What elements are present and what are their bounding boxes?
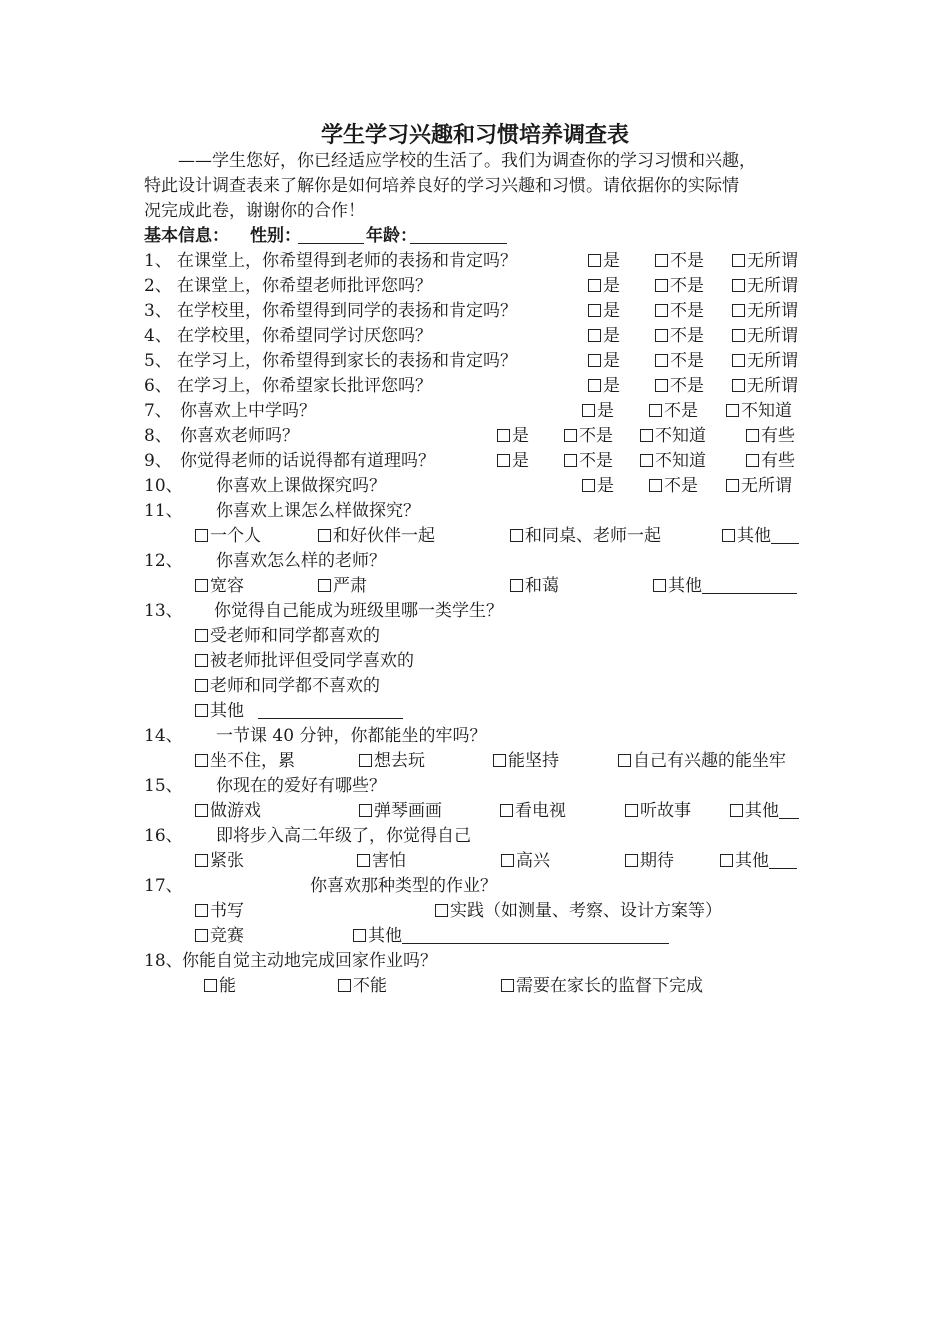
q4-number: 4、 [144, 326, 172, 346]
intro-line-3: 况完成此卷，谢谢你的合作！ [144, 201, 365, 221]
checkbox-icon [649, 479, 662, 492]
q3-option[interactable]: 无所谓 [732, 299, 798, 323]
checkbox-icon [625, 854, 638, 867]
checkbox-icon [195, 804, 208, 817]
q9-number: 9、 [144, 451, 172, 471]
q18-option[interactable]: 能 [204, 974, 236, 998]
q15-option[interactable]: 做游戏 [195, 799, 261, 823]
checkbox-icon [318, 579, 331, 592]
q13-option[interactable]: 受老师和同学都喜欢的 [195, 624, 380, 648]
q15-number: 15、 [144, 776, 183, 796]
q6-option[interactable]: 是 [588, 374, 620, 398]
q3-option[interactable]: 是 [588, 299, 620, 323]
checkbox-icon [732, 329, 745, 342]
q17-option[interactable]: 实践（如测量、考察、设计方案等） [435, 899, 722, 923]
q12-text: 你喜欢怎么样的老师？ [216, 551, 386, 571]
checkbox-icon [500, 804, 513, 817]
q8-number: 8、 [144, 426, 172, 446]
q9-option[interactable]: 不是 [564, 449, 613, 473]
checkbox-icon [588, 329, 601, 342]
checkbox-icon [497, 429, 510, 442]
page-title: 学生学习兴趣和习惯培养调查表 [320, 123, 629, 148]
checkbox-icon [501, 979, 514, 992]
q9-option[interactable]: 不知道 [640, 449, 706, 473]
q16-text: 即将步入高二年级了，你觉得自己 [216, 826, 471, 846]
q16-option[interactable]: 其他 [720, 849, 797, 873]
checkbox-icon [501, 854, 514, 867]
q8-option[interactable]: 不是 [564, 424, 613, 448]
q6-number: 6、 [144, 376, 172, 396]
checkbox-icon [195, 579, 208, 592]
q7-text: 你喜欢上中学吗？ [180, 401, 316, 421]
q14-number: 14、 [144, 726, 183, 746]
q11-option[interactable]: 一个人 [195, 524, 261, 548]
q2-option[interactable]: 不是 [655, 274, 704, 298]
q4-option[interactable]: 无所谓 [732, 324, 798, 348]
checkbox-icon [195, 704, 208, 717]
q9-text: 你觉得老师的话说得都有道理吗？ [180, 451, 435, 471]
checkbox-icon [720, 854, 733, 867]
q18-option[interactable]: 需要在家长的监督下完成 [501, 974, 703, 998]
q14-option[interactable]: 能坚持 [493, 749, 559, 773]
q6-option[interactable]: 不是 [655, 374, 704, 398]
q11-option[interactable]: 和好伙伴一起 [318, 524, 435, 548]
q17-option[interactable]: 竞赛 [195, 924, 244, 948]
q4-option[interactable]: 不是 [655, 324, 704, 348]
q11-option[interactable]: 其他 [722, 524, 799, 548]
q8-option[interactable]: 不知道 [640, 424, 706, 448]
q14-option[interactable]: 坐不住，累 [195, 749, 295, 773]
q11-option[interactable]: 和同桌、老师一起 [510, 524, 661, 548]
q10-option[interactable]: 无所谓 [726, 474, 792, 498]
checkbox-icon [588, 279, 601, 292]
q12-option[interactable]: 和蔼 [510, 574, 559, 598]
checkbox-icon [618, 754, 631, 767]
q15-option[interactable]: 看电视 [500, 799, 566, 823]
checkbox-icon [655, 379, 668, 392]
checkbox-icon [359, 804, 372, 817]
q15-option[interactable]: 其他 [730, 799, 799, 823]
checkbox-icon [195, 629, 208, 642]
checkbox-icon [195, 654, 208, 667]
q1-option[interactable]: 不是 [655, 249, 704, 273]
q15-option[interactable]: 弹琴画画 [359, 799, 442, 823]
checkbox-icon [722, 529, 735, 542]
checkbox-icon [655, 354, 668, 367]
gender-label: 性别： [250, 226, 301, 246]
q2-number: 2、 [144, 276, 172, 296]
q7-number: 7、 [144, 401, 172, 421]
q13-text: 你觉得自己能成为班级里哪一类学生？ [214, 601, 503, 621]
q13-option[interactable]: 其他 [195, 699, 403, 723]
q13-option[interactable]: 被老师批评但受同学喜欢的 [195, 649, 414, 673]
q16-number: 16、 [144, 826, 183, 846]
q14-option[interactable]: 想去玩 [359, 749, 425, 773]
checkbox-icon [746, 429, 759, 442]
checkbox-icon [195, 929, 208, 942]
q17-option[interactable]: 书写 [195, 899, 244, 923]
checkbox-icon [655, 304, 668, 317]
q16-option[interactable]: 紧张 [195, 849, 244, 873]
q1-option[interactable]: 是 [588, 249, 620, 273]
checkbox-icon [732, 254, 745, 267]
basic-info-label: 基本信息： [144, 226, 229, 246]
checkbox-icon [353, 929, 366, 942]
q10-option[interactable]: 不是 [649, 474, 698, 498]
q5-number: 5、 [144, 351, 172, 371]
age-field[interactable] [410, 224, 507, 248]
gender-field[interactable] [298, 224, 364, 248]
checkbox-icon [655, 254, 668, 267]
checkbox-icon [732, 304, 745, 317]
q15-text: 你现在的爱好有哪些？ [216, 776, 386, 796]
q1-number: 1、 [144, 251, 172, 271]
q7-option[interactable]: 是 [582, 399, 614, 423]
q4-text: 在学校里，你希望同学讨厌您吗？ [177, 326, 432, 346]
checkbox-icon [195, 529, 208, 542]
q5-option[interactable]: 无所谓 [732, 349, 798, 373]
q5-text: 在学习上，你希望得到家长的表扬和肯定吗？ [177, 351, 517, 371]
q13-option[interactable]: 老师和同学都不喜欢的 [195, 674, 380, 698]
q11-number: 11、 [144, 501, 183, 521]
checkbox-icon [497, 454, 510, 467]
checkbox-icon [338, 979, 351, 992]
q14-option[interactable]: 自己有兴趣的能坐牢 [618, 749, 786, 773]
checkbox-icon [726, 404, 739, 417]
intro-line-2: 特此设计调查表来了解你是如何培养良好的学习兴趣和习惯。请依据你的实际情 [144, 176, 739, 196]
q8-option[interactable]: 是 [497, 424, 529, 448]
checkbox-icon [746, 454, 759, 467]
q7-option[interactable]: 不是 [649, 399, 698, 423]
q10-option[interactable]: 是 [582, 474, 614, 498]
checkbox-icon [195, 854, 208, 867]
checkbox-icon [588, 354, 601, 367]
intro-line-1: ——学生您好，你已经适应学校的生活了。我们为调查你的学习习惯和兴趣， [178, 151, 756, 171]
q3-option[interactable]: 不是 [655, 299, 704, 323]
checkbox-icon [732, 379, 745, 392]
q12-number: 12、 [144, 551, 183, 571]
checkbox-icon [510, 529, 523, 542]
checkbox-icon [204, 979, 217, 992]
q10-number: 10、 [144, 476, 183, 496]
checkbox-icon [564, 429, 577, 442]
q3-text: 在学校里，你希望得到同学的表扬和肯定吗？ [177, 301, 517, 321]
q12-option[interactable]: 其他 [653, 574, 797, 598]
checkbox-icon [588, 254, 601, 267]
q12-option[interactable]: 严肃 [318, 574, 367, 598]
q18-text: 你能自觉主动地完成回家作业吗？ [182, 951, 437, 971]
q9-option[interactable]: 是 [497, 449, 529, 473]
q16-option[interactable]: 期待 [625, 849, 674, 873]
checkbox-icon [357, 854, 370, 867]
q14-text: 一节课 40 分钟，你都能坐的牢吗？ [216, 726, 487, 746]
age-label: 年龄： [366, 226, 417, 246]
checkbox-icon [582, 479, 595, 492]
q13-number: 13、 [144, 601, 183, 621]
q17-number: 17、 [144, 876, 183, 896]
checkbox-icon [730, 804, 743, 817]
q2-option[interactable]: 是 [588, 274, 620, 298]
q3-number: 3、 [144, 301, 172, 321]
checkbox-icon [493, 754, 506, 767]
q17-option[interactable]: 其他 [353, 924, 669, 948]
checkbox-icon [588, 304, 601, 317]
checkbox-icon [732, 354, 745, 367]
q18-number: 18、 [144, 951, 183, 971]
checkbox-icon [195, 754, 208, 767]
q16-option[interactable]: 高兴 [501, 849, 550, 873]
checkbox-icon [655, 329, 668, 342]
q6-option[interactable]: 无所谓 [732, 374, 798, 398]
q8-text: 你喜欢老师吗？ [180, 426, 299, 446]
checkbox-icon [359, 754, 372, 767]
q10-text: 你喜欢上课做探究吗？ [216, 476, 386, 496]
q5-option[interactable]: 不是 [655, 349, 704, 373]
q15-option[interactable]: 听故事 [625, 799, 691, 823]
checkbox-icon [588, 379, 601, 392]
checkbox-icon [435, 904, 448, 917]
checkbox-icon [195, 904, 208, 917]
q1-text: 在课堂上，你希望得到老师的表扬和肯定吗？ [177, 251, 517, 271]
q12-option[interactable]: 宽容 [195, 574, 244, 598]
q1-option[interactable]: 无所谓 [732, 249, 798, 273]
q11-text: 你喜欢上课怎么样做探究？ [216, 501, 420, 521]
q9-option[interactable]: 有些 [746, 449, 795, 473]
checkbox-icon [640, 429, 653, 442]
checkbox-icon [195, 679, 208, 692]
checkbox-icon [625, 804, 638, 817]
q2-option[interactable]: 无所谓 [732, 274, 798, 298]
q8-option[interactable]: 有些 [746, 424, 795, 448]
checkbox-icon [649, 404, 662, 417]
checkbox-icon [732, 279, 745, 292]
q5-option[interactable]: 是 [588, 349, 620, 373]
checkbox-icon [582, 404, 595, 417]
q2-text: 在课堂上，你希望老师批评您吗？ [177, 276, 432, 296]
q7-option[interactable]: 不知道 [726, 399, 792, 423]
checkbox-icon [640, 454, 653, 467]
q6-text: 在学习上，你希望家长批评您吗？ [177, 376, 432, 396]
checkbox-icon [653, 579, 666, 592]
q18-option[interactable]: 不能 [338, 974, 387, 998]
checkbox-icon [510, 579, 523, 592]
q16-option[interactable]: 害怕 [357, 849, 406, 873]
q4-option[interactable]: 是 [588, 324, 620, 348]
checkbox-icon [318, 529, 331, 542]
q17-text: 你喜欢那种类型的作业？ [310, 876, 497, 896]
checkbox-icon [655, 279, 668, 292]
checkbox-icon [564, 454, 577, 467]
checkbox-icon [726, 479, 739, 492]
